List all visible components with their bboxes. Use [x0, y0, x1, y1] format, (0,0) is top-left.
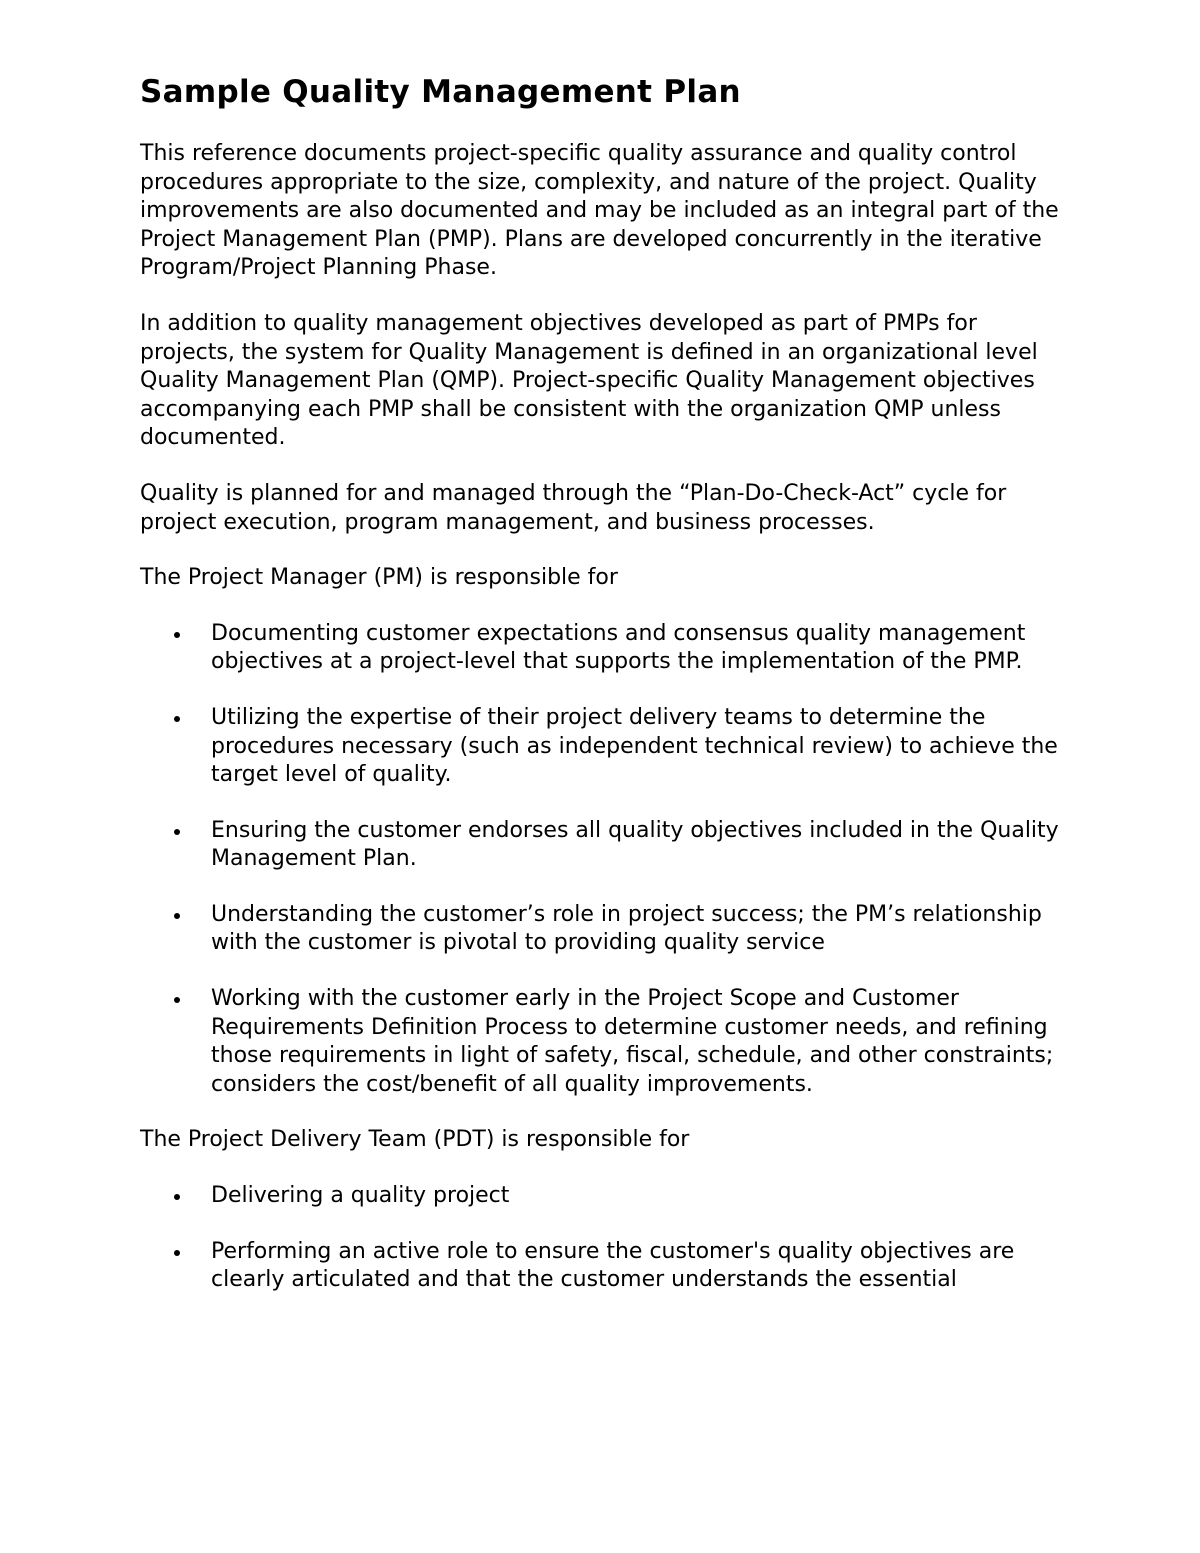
bullet-icon: [174, 1194, 180, 1200]
list-item-text: Documenting customer expectations and consensus quality management objectives at a project-level that supports the implementation of the PMP.: [211, 620, 1026, 675]
pm-responsibilities-list: [140, 620, 1070, 1100]
list-item-text: Utilizing the expertise of their project delivery teams to determine the procedures necessary (such as independent technical review) to achieve the target level of quality.: [211, 704, 1058, 788]
bullet-icon: [174, 997, 180, 1003]
bullet-icon: [174, 632, 180, 638]
list-item: [140, 1182, 1070, 1211]
list-item: [140, 985, 1070, 1099]
list-item: [140, 620, 1070, 677]
qmp-paragraph: In addition to quality management objectives developed as part of PMPs for projects, the system for Quality Management is defined in an organizational level Quality Management Plan (QMP). Project-specific Quality Management objectives accompanying each PMP shall be consistent with the organization QMP unless documented.: [140, 310, 1038, 451]
bullet-icon: [174, 913, 180, 919]
intro-paragraph: This reference documents project-specific quality assurance and quality control procedures appropriate to the size, complexity, and nature of the project. Quality improvements are also documented and may be included as an integral part of the Project Management Plan (PMP). Plans are developed concurrently in the iterative Program/Project Planning Phase.: [140, 141, 1059, 281]
list-item-text: Performing an active role to ensure the customer's quality objectives are clearly articulated and that the customer understands the essential: [211, 1238, 1015, 1293]
list-item-text: Delivering a quality project: [211, 1183, 510, 1209]
list-item: [140, 704, 1070, 790]
pm-section-intro: The Project Manager (PM) is responsible for: [140, 565, 618, 591]
document-body: [140, 140, 1070, 1322]
list-item-text: Ensuring the customer endorses all quality objectives included in the Quality Management Plan.: [211, 817, 1059, 872]
list-item: [140, 1238, 1070, 1295]
bullet-icon: [174, 829, 180, 835]
list-item: [140, 901, 1070, 958]
list-item: [140, 817, 1070, 874]
list-item-text: Working with the customer early in the Project Scope and Customer Requirements Definition Process to determine customer needs, and refining those requirements in light of safety, fiscal, schedule, and other constraints; considers the cost/benefit of all quality improvements.: [211, 986, 1054, 1097]
bullet-icon: [174, 716, 180, 722]
pdca-paragraph: Quality is planned for and managed through the “Plan-Do-Check-Act” cycle for project execution, program management, and business processes.: [140, 480, 1007, 535]
pdt-responsibilities-list: [140, 1182, 1070, 1295]
list-item-text: Understanding the customer’s role in project success; the PM’s relationship with the customer is pivotal to providing quality service: [211, 901, 1042, 956]
document-title: Sample Quality Management Plan: [140, 74, 741, 110]
bullet-icon: [174, 1250, 180, 1256]
pdt-section-intro: The Project Delivery Team (PDT) is responsible for: [140, 1127, 690, 1153]
